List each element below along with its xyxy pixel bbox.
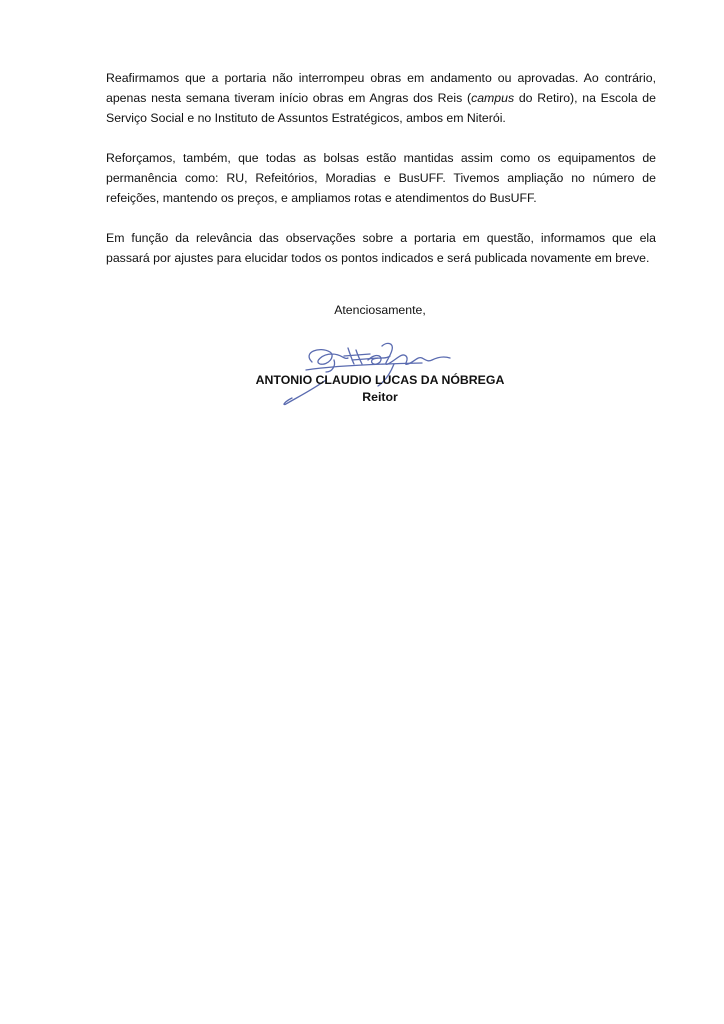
paragraph-bolsas: Reforçamos, também, que todas as bolsas estão mantidas assim como os equipamentos de permanência como: RU, Refeitórios, Moradias e BusUFF. Tivemos ampliação no número de refeições, mantendo os preços, e ampliamos rotas e atendimentos do BusUFF. [106, 151, 656, 205]
paragraph-obras-emphasis: campus [471, 91, 515, 105]
paragraph-ajustes: Em função da relevância das observações sobre a portaria em questão, informamos que ela passará por ajustes para elucidar todos os pontos indicados e será publicada novamente em breve. [106, 231, 656, 265]
letter-body [106, 68, 656, 288]
closing-salutation: Atenciosamente, [334, 303, 426, 317]
signer-title: Reitor [362, 390, 398, 404]
paragraph-obras-end: do Retiro), na Escola de Serviço Social e no Instituto de Assuntos Estratégicos, ambos em Niterói. [106, 91, 656, 125]
signer-name: ANTONIO CLAUDIO LUCAS DA NÓBREGA [255, 373, 505, 387]
paragraph-obras [106, 68, 656, 128]
paragraph-obras-start: Reafirmamos que a portaria não interrompeu obras em andamento ou aprovadas. Ao contrário, apenas nesta semana tiveram início obras em Angras dos Reis ( [106, 71, 656, 105]
